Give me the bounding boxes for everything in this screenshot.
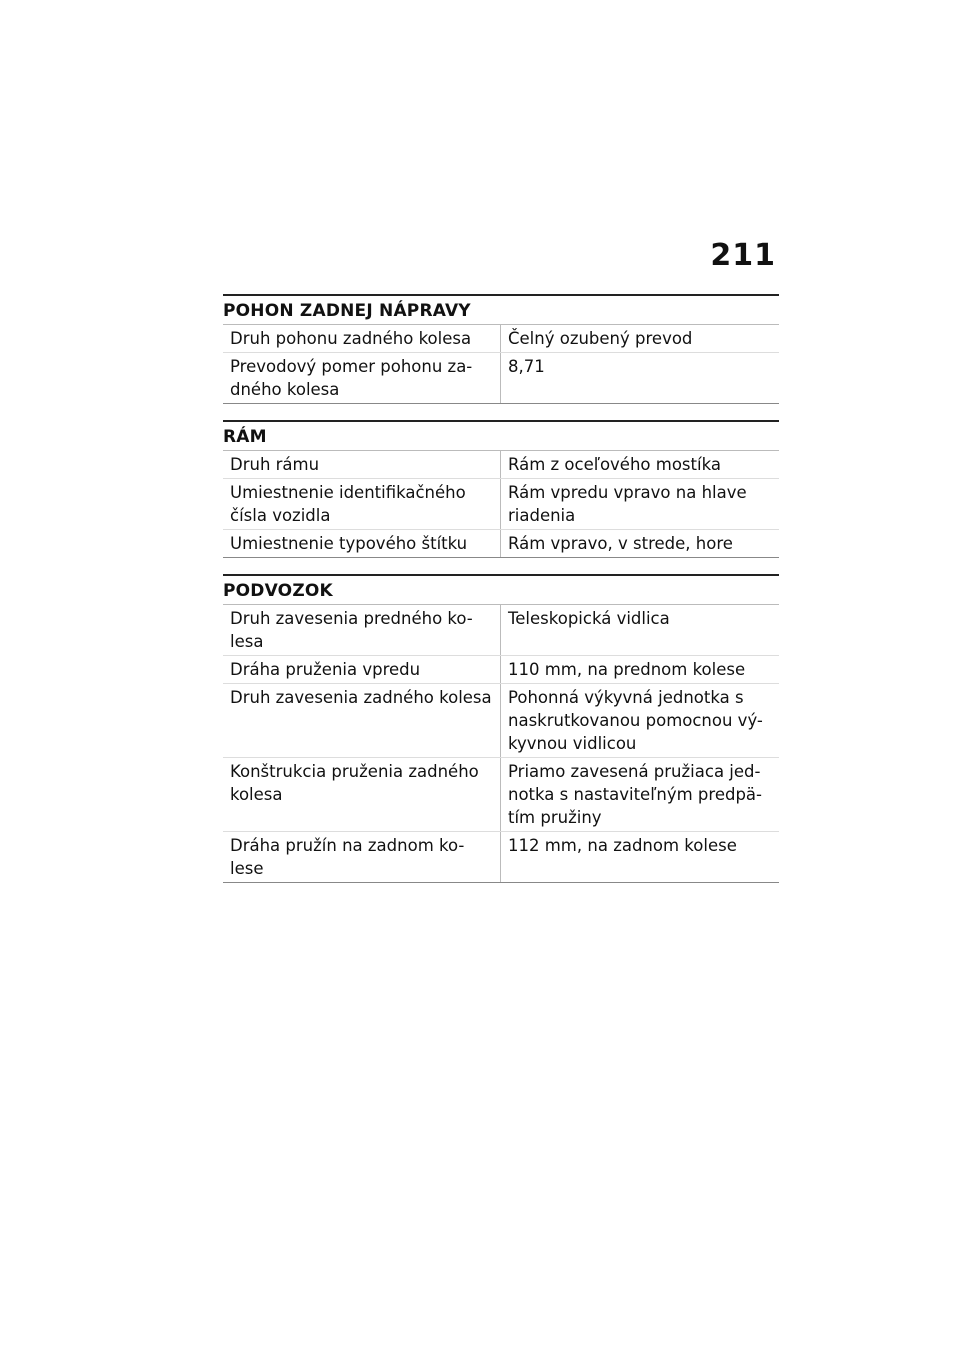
spec-value: Teleskopická vidlica (501, 605, 780, 656)
section-title: POHON ZADNEJ NÁPRAVY (223, 296, 779, 325)
spec-value: Pohonná výkyvná jednotka s naskrutkovanou pomocnou vý- kyvnou vidlicou (501, 684, 780, 758)
table-row (223, 353, 779, 404)
spec-value: 110 mm, na prednom kolese (501, 656, 780, 684)
spec-label: Druh pohonu zadného kolesa (223, 325, 501, 353)
table-row (223, 479, 779, 530)
spec-value: Priamo zavesená pružiaca jed- notka s nastaviteľným predpä- tím pružiny (501, 758, 780, 832)
spec-label: Druh rámu (223, 451, 501, 479)
spec-label: Umiestnenie identifikačného čísla vozidla (223, 479, 501, 530)
spec-value: Rám vpravo, v strede, hore (501, 530, 780, 558)
table-row (223, 451, 779, 479)
table-row (223, 325, 779, 353)
section-rear-axle-drive (223, 294, 779, 404)
section-title: RÁM (223, 422, 779, 451)
section-chassis (223, 574, 779, 883)
spec-label: Konštrukcia pruženia zadného kolesa (223, 758, 501, 832)
table-row (223, 530, 779, 558)
table-row (223, 758, 779, 832)
section-frame (223, 420, 779, 558)
spec-value: Čelný ozubený prevod (501, 325, 780, 353)
section-title: PODVOZOK (223, 576, 779, 605)
table-row (223, 684, 779, 758)
table-row (223, 605, 779, 656)
spec-content (223, 294, 779, 899)
page-number: 211 (710, 238, 776, 273)
spec-label: Prevodový pomer pohonu za- dného kolesa (223, 353, 501, 404)
spec-table (223, 451, 779, 558)
spec-value: Rám z oceľového mostíka (501, 451, 780, 479)
spec-label: Dráha pružín na zadnom ko- lese (223, 832, 501, 883)
spec-value: Rám vpredu vpravo na hlave riadenia (501, 479, 780, 530)
spec-value: 8,71 (501, 353, 780, 404)
spec-value: 112 mm, na zadnom kolese (501, 832, 780, 883)
spec-label: Dráha pruženia vpredu (223, 656, 501, 684)
spec-label: Umiestnenie typového štítku (223, 530, 501, 558)
table-row (223, 656, 779, 684)
spec-table (223, 605, 779, 883)
spec-table (223, 325, 779, 404)
table-row (223, 832, 779, 883)
spec-label: Druh zavesenia zadného kolesa (223, 684, 501, 758)
spec-label: Druh zavesenia predného ko- lesa (223, 605, 501, 656)
